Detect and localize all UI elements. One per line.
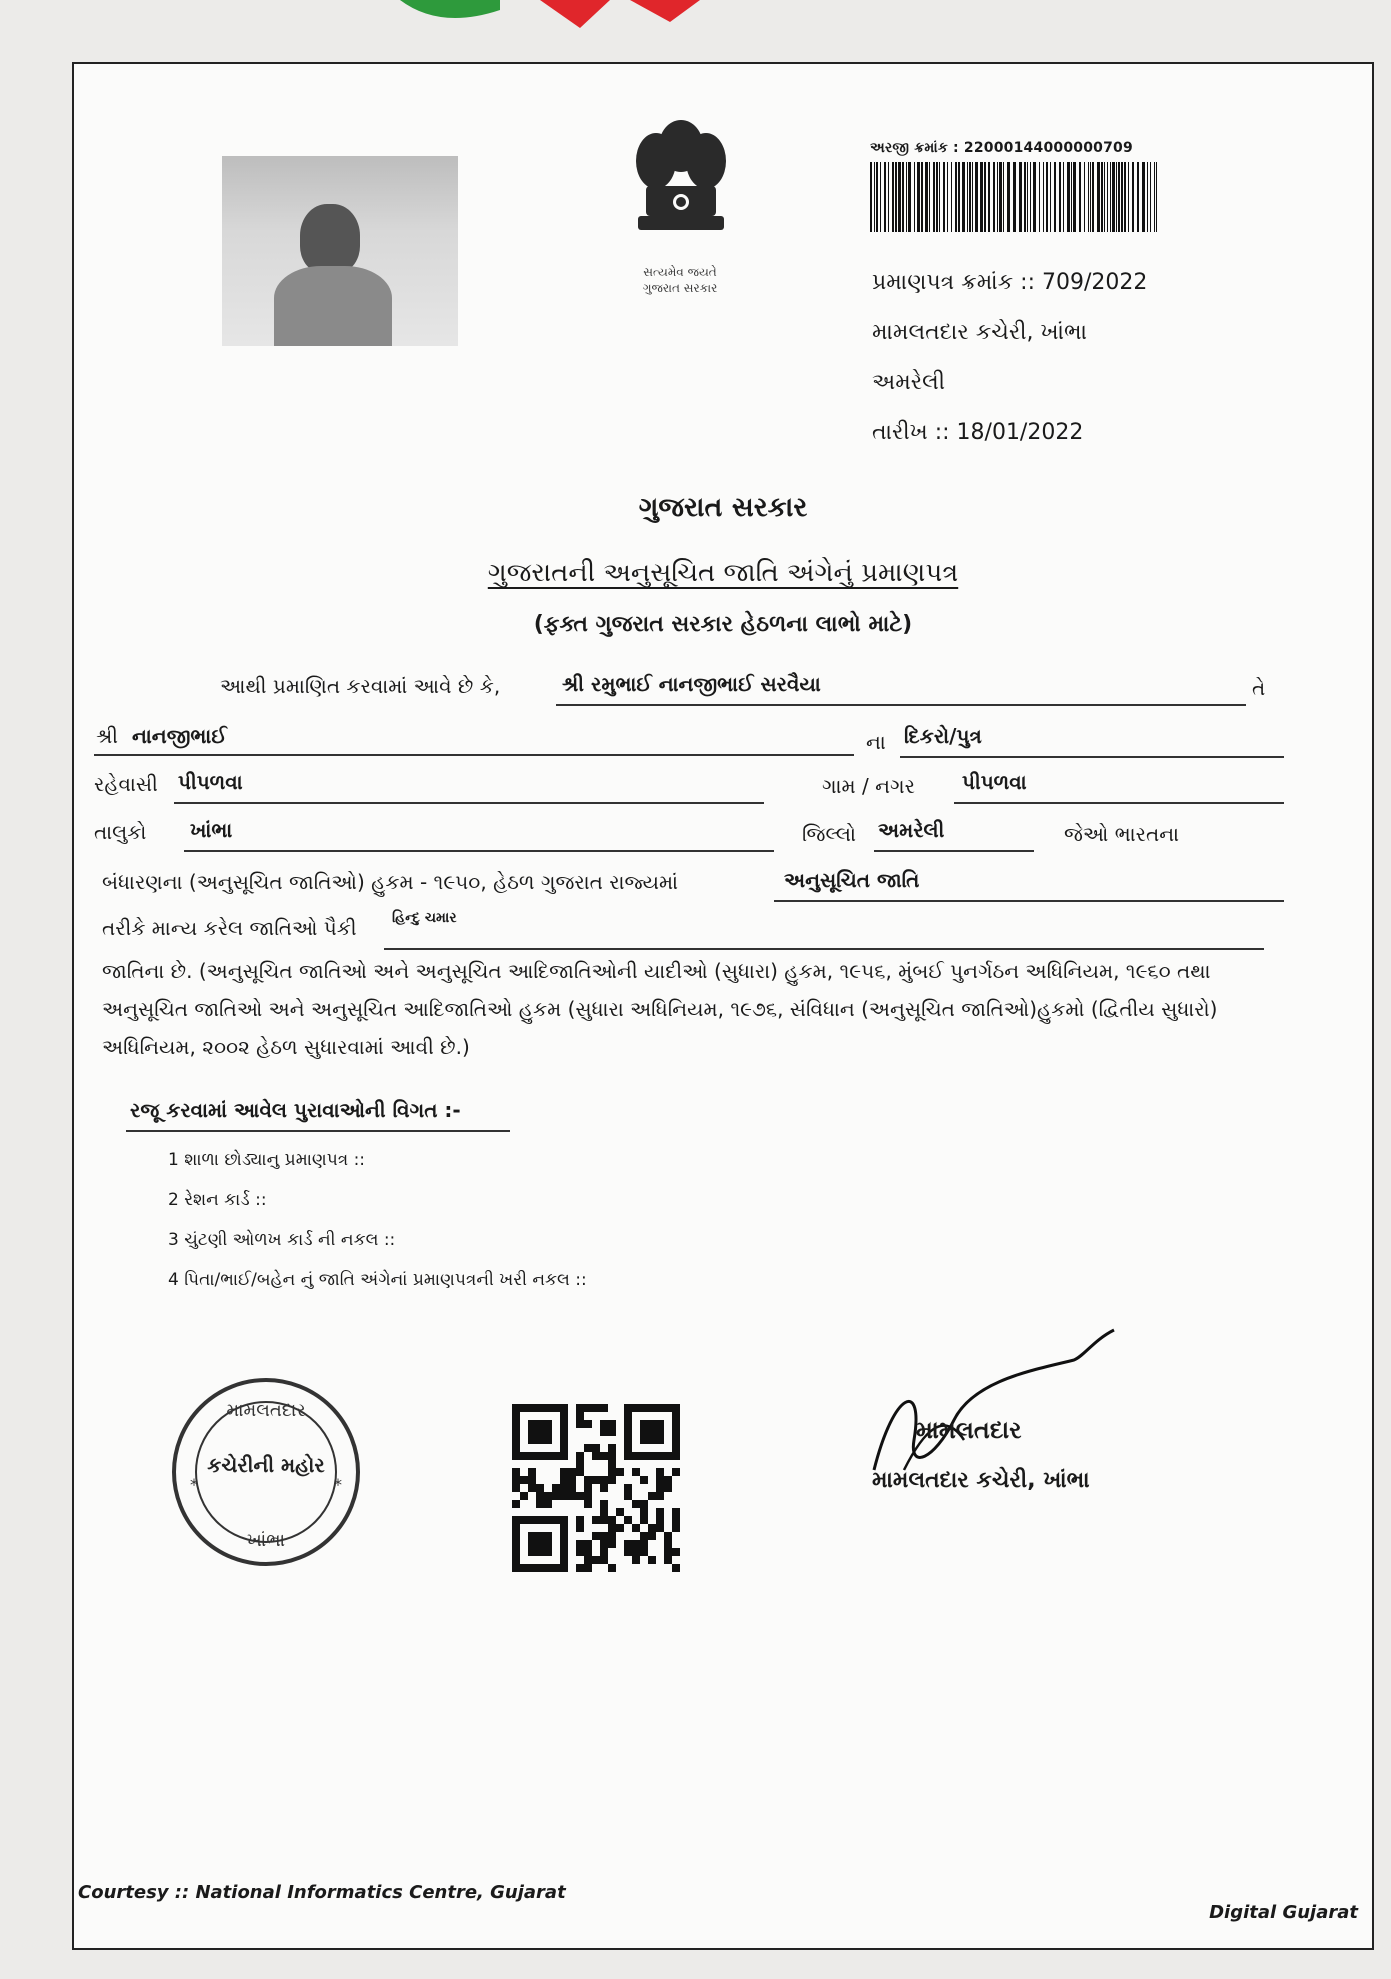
district-suffix: જેઓ ભારતના — [1064, 822, 1180, 846]
stamp-top-text: મામલતદાર — [226, 1400, 306, 1421]
order-text: બંધારણના (અનુસૂચિત જાતિઓ) હુકમ - ૧૯૫૦, હેઠળ ગુજરાત રાજ્યમાં — [102, 870, 678, 894]
footer-courtesy: Courtesy :: National Informatics Centre, Gujarat — [78, 1882, 566, 1903]
svg-text:*: * — [334, 1475, 342, 1494]
emblem-caption-motto: સત્યમેવ જયતે — [643, 265, 717, 279]
documents-heading: રજૂ કરવામાં આવેલ પુરાવાઓની વિગત :- — [130, 1098, 461, 1122]
issuing-office: મામલતદાર કચેરી, ખાંભા — [872, 320, 1087, 345]
taluka-underline — [184, 850, 774, 852]
name-suffix: તે — [1252, 676, 1266, 700]
stamp-middle-text: કચેરીની મહોર — [207, 1453, 325, 1477]
emblem-caption-gov: ગુજરાત સરકાર — [642, 281, 718, 295]
document-item: 3 ચુંટણી ઓળખ કાર્ડ ની નકલ :: — [168, 1230, 396, 1250]
issue-date: તારીખ :: 18/01/2022 — [872, 420, 1084, 445]
office-seal-stamp — [166, 1372, 366, 1572]
legal-paragraph — [102, 952, 1352, 1066]
signatory-office: મામલતદાર કચેરી, ખાંભા — [872, 1468, 1090, 1493]
svg-text:*: * — [190, 1475, 198, 1494]
document-item: 2 રેશન કાર્ડ :: — [168, 1190, 267, 1210]
barcode — [870, 162, 1160, 232]
resident-label: રહેવાસી — [94, 772, 158, 796]
relation-prefix: ના — [866, 730, 886, 754]
footer-brand: Digital Gujarat — [1209, 1902, 1358, 1923]
father-underline — [94, 754, 854, 756]
applicant-name: શ્રી રમુભાઈ નાનજીભાઈ સરવૈયા — [562, 672, 821, 696]
father-name: નાનજીભાઈ — [132, 724, 227, 748]
emblem-caption — [610, 264, 750, 296]
taluka-label: તાલુકો — [94, 820, 147, 844]
name-underline — [556, 704, 1246, 706]
stamp-bottom-text: ખાંભા — [246, 1530, 286, 1551]
document-item: 1 શાળા છોડ્યાનુ પ્રમાણપત્ર :: — [168, 1150, 366, 1170]
intro-text: આથી પ્રમાણિત કરવામાં આવે છે કે, — [220, 674, 501, 698]
relation: દિકરો/પુત્ર — [904, 724, 982, 748]
certificate-title: ગુજરાતની અનુસૂચિત જાતિ અંગેનું પ્રમાણપત્ર — [487, 558, 959, 588]
applicant-photo — [222, 156, 458, 346]
issuing-district: અમરેલી — [872, 370, 946, 395]
category-underline — [774, 900, 1284, 902]
village-underline — [954, 802, 1284, 804]
relation-underline — [900, 756, 1284, 758]
legal-paragraph-line2: અનુસૂચિત જાતિઓ અને અનુસૂચિત આદિજાતિઓ હુકમ (સુધારા અધિનિયમ, ૧૯૭૬, સંવિધાન (અનુસૂચિત જાતિઓ)હુકમો (દ્વિતીય સુધારો) — [102, 997, 1218, 1021]
taluka-value: ખાંભા — [190, 818, 233, 842]
qr-code — [512, 1404, 680, 1572]
father-prefix: શ્રી — [96, 724, 119, 748]
government-title: ગુજરાત સરકાર — [638, 492, 808, 523]
document-item: 4 પિતા/ભાઈ/બહેન નું જાતિ અંગેનાં પ્રમાણપત્રની ખરી નકલ :: — [168, 1270, 587, 1290]
district-label: જિલ્લો — [802, 822, 856, 846]
certificate-note: (ફક્ત ગુજરાત સરકાર હેઠળના લાભો માટે) — [533, 612, 913, 637]
documents-heading-underline — [126, 1130, 510, 1132]
district-value: અમરેલી — [878, 818, 945, 842]
village-label: ગામ / નગર — [822, 774, 915, 798]
signatory-title: મામલતદાર — [916, 1416, 1022, 1444]
caste-underline — [384, 948, 1264, 950]
caste-value: હિન્દુ ચમાર — [392, 910, 457, 926]
legal-paragraph-line1: જાતિના છે. (અનુસૂચિત જાતિઓ અને અનુસૂચિત આદિજાતિઓની યાદીઓ (સુધારા) હુકમ, ૧૯૫૬, મુંબઈ પુનર્ગઠન અધિનિયમ, ૧૯૬૦ તથા — [102, 959, 1211, 983]
category-value: અનુસૂચિત જાતિ — [784, 868, 920, 892]
legal-paragraph-line3: અધિનિયમ, ૨૦૦૨ હેઠળ સુધારવામાં આવી છે.) — [102, 1035, 470, 1059]
resident-underline — [174, 802, 764, 804]
application-number: અરજી ક્રમાંક : 22000144000000709 — [870, 140, 1133, 156]
district-underline — [874, 850, 1034, 852]
village-value: પીપળવા — [962, 770, 1027, 794]
certificate-page — [72, 62, 1374, 1950]
certificate-number: પ્રમાણપત્ર ક્રમાંક :: 709/2022 — [872, 270, 1148, 295]
national-emblem-icon — [626, 116, 736, 266]
resident-value: પીપળવા — [178, 770, 243, 794]
top-decoration — [380, 0, 760, 40]
recognised-text: તરીકે માન્ય કરેલ જાતિઓ પૈકી — [102, 916, 357, 940]
